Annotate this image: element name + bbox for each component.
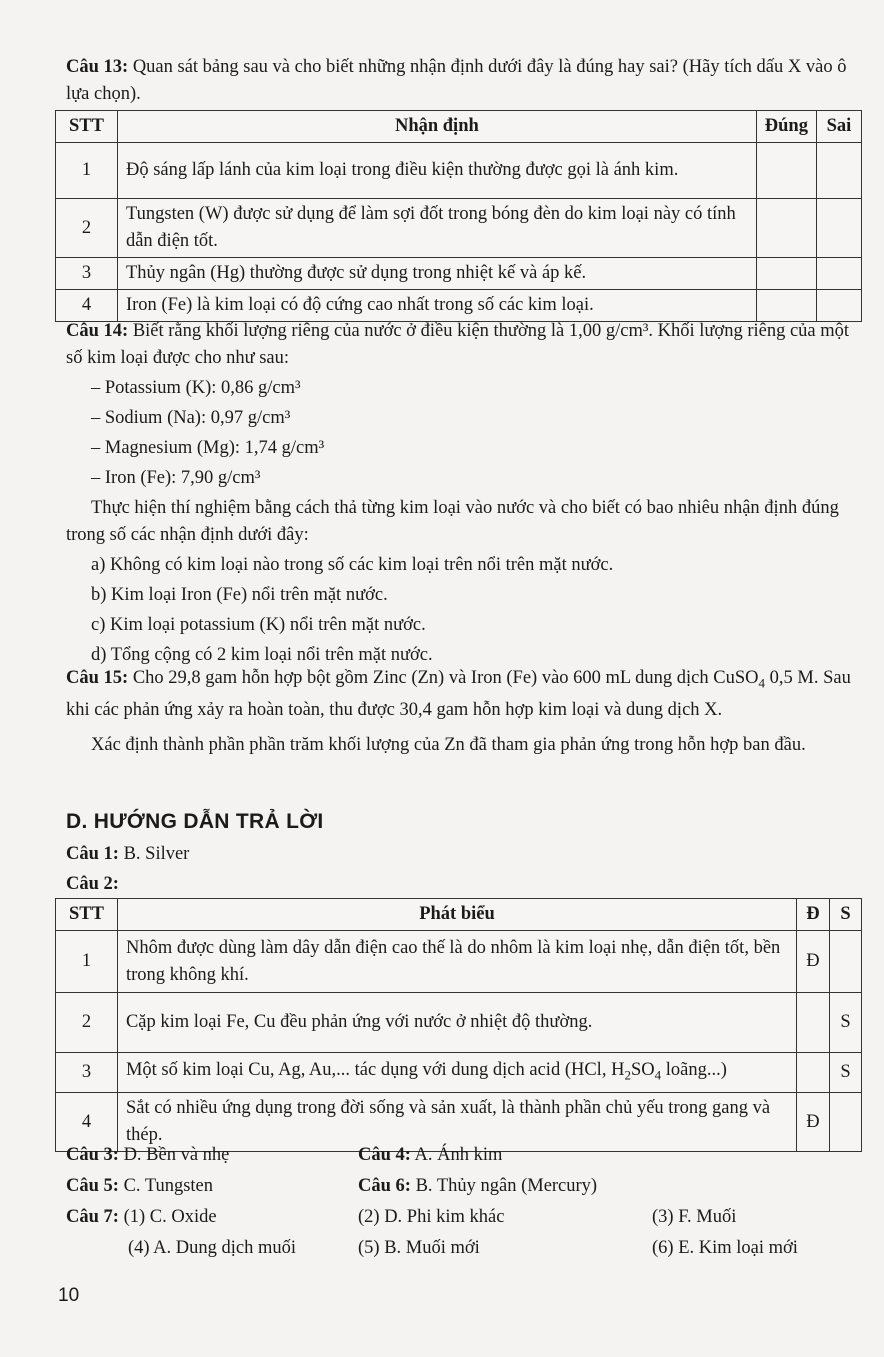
row-text: Tungsten (W) được sử dụng để làm sợi đốt trong bóng đèn do kim loại này có tính dẫn điện tốt.: [117, 199, 756, 258]
table-row: [56, 290, 862, 322]
answer-6-text: B. Thủy ngân (Mercury): [410, 1176, 598, 1196]
question-14-text: Biết rằng khối lượng riêng của nước ở điều kiện thường là 1,00 g/cm³. Khối lượng riêng của một số kim loại được cho như sau:: [66, 321, 850, 368]
answer-7-item-5: (5) B. Muối mới: [358, 1238, 480, 1258]
col-true: Đúng: [756, 111, 816, 143]
row-text-b: SO: [630, 1059, 655, 1080]
checkbox-true[interactable]: [756, 258, 816, 290]
checkbox-false[interactable]: [816, 258, 861, 290]
row-text: Độ sáng lấp lánh của kim loại trong điều kiện thường được gọi là ánh kim.: [117, 143, 756, 199]
col-false: Sai: [816, 111, 861, 143]
answer-7-label: Câu 7:: [66, 1207, 119, 1227]
answer-1: [66, 841, 189, 868]
question-15: [66, 665, 852, 759]
answer-5-label: Câu 5:: [66, 1176, 119, 1196]
answer-7-item-6: (6) E. Kim loại mới: [652, 1238, 798, 1258]
table-row: [56, 1053, 862, 1093]
option-c: c) Kim loại potassium (K) nổi trên mặt nước.: [91, 615, 426, 635]
row-s: [829, 931, 861, 993]
col-stt: STT: [56, 899, 118, 931]
row-text: Iron (Fe) là kim loại có độ cứng cao nhất trong số các kim loại.: [117, 290, 756, 322]
table-row: [56, 993, 862, 1053]
question-13: [66, 54, 852, 108]
question-15-task: Xác định thành phần phần trăm khối lượng của Zn đã tham gia phản ứng trong hỗn hợp ban đầu.: [91, 734, 806, 755]
question-15-text-1: Cho 29,8 gam hỗn hợp bột gồm Zinc (Zn) và Iron (Fe) vào 600 mL dung dịch: [128, 668, 714, 688]
col-statement: Nhận định: [117, 111, 756, 143]
row-text-a: Một số kim loại Cu, Ag, Au,... tác dụng với dung dịch acid (HCl, H: [125, 1059, 625, 1080]
answer-1-text: B. Silver: [118, 844, 190, 864]
table-q13: [55, 110, 862, 322]
checkbox-false[interactable]: [816, 199, 861, 258]
answer-2-label-text: Câu 2:: [66, 874, 119, 894]
table-answer-2: [55, 898, 862, 1152]
section-d-heading: D. HƯỚNG DẪN TRẢ LỜI: [66, 810, 324, 833]
col-s: S: [829, 899, 861, 931]
table-row: [56, 931, 862, 993]
option-d: d) Tổng cộng có 2 kim loại nổi trên mặt nước.: [91, 645, 433, 665]
row-sub-2: 4: [654, 1067, 662, 1083]
row-stt: 2: [56, 199, 118, 258]
answer-5-text: C. Tungsten: [118, 1176, 214, 1196]
row-stt: 3: [56, 258, 118, 290]
answer-7: [66, 1204, 217, 1231]
question-15-text-3: 0,5 M. Sau khi các phản ứng xảy ra hoàn toàn, thu được 30,4 gam hỗn hợp kim loại và dung dịch X.: [66, 668, 851, 720]
answer-1-label: Câu 1:: [66, 844, 119, 864]
question-13-text: Quan sát bảng sau và cho biết những nhận định dưới đây là đúng hay sai? (Hãy tích dấu X vào ô lựa chọn).: [66, 57, 847, 104]
col-stt: STT: [56, 111, 118, 143]
row-text: Nhôm được dùng làm dây dẫn điện cao thế là do nhôm là kim loại nhẹ, dẫn điện tốt, bền trong không khí.: [117, 931, 796, 993]
row-d: Đ: [796, 1093, 829, 1152]
answer-4-text: A. Ánh kim: [410, 1145, 503, 1165]
checkbox-false[interactable]: [816, 143, 861, 199]
row-stt: 2: [56, 993, 118, 1053]
question-14-label: Câu 14:: [66, 321, 129, 341]
row-text: Thủy ngân (Hg) thường được sử dụng trong nhiệt kế và áp kế.: [117, 258, 756, 290]
table-row: [56, 199, 862, 258]
row-stt: 3: [56, 1053, 118, 1093]
row-text: Cặp kim loại Fe, Cu đều phản ứng với nước ở nhiệt độ thường.: [117, 993, 796, 1053]
density-item: – Potassium (K): 0,86 g/cm³: [91, 378, 301, 398]
answer-3: [66, 1142, 229, 1169]
question-14: [66, 318, 852, 669]
density-item: – Magnesium (Mg): 1,74 g/cm³: [91, 438, 325, 458]
row-stt: 1: [56, 931, 118, 993]
checkbox-true[interactable]: [756, 199, 816, 258]
answer-7-item-2: (2) D. Phi kim khác: [358, 1207, 505, 1227]
row-text-c: loãng...): [661, 1059, 727, 1080]
question-15-formula: CuSO: [713, 668, 759, 688]
row-stt: 4: [56, 290, 118, 322]
row-s: S: [829, 993, 861, 1053]
answer-6-label: Câu 6:: [358, 1176, 411, 1196]
answer-7-item-1: (1) C. Oxide: [118, 1207, 217, 1227]
checkbox-true[interactable]: [756, 290, 816, 322]
density-item: – Iron (Fe): 7,90 g/cm³: [91, 468, 261, 488]
checkbox-true[interactable]: [756, 143, 816, 199]
question-15-label: Câu 15:: [66, 668, 129, 688]
row-stt: 1: [56, 143, 118, 199]
answer-3-text: D. Bền và nhẹ: [118, 1145, 230, 1165]
table-row: [56, 258, 862, 290]
row-d: Đ: [796, 931, 829, 993]
row-text: Sắt có nhiều ứng dụng trong đời sống và sản xuất, là thành phần chủ yếu trong gang và thép.: [117, 1093, 796, 1152]
col-d: Đ: [796, 899, 829, 931]
answer-4: [358, 1142, 502, 1169]
checkbox-false[interactable]: [816, 290, 861, 322]
question-14-intro: Thực hiện thí nghiệm bằng cách thả từng kim loại vào nước và cho biết có bao nhiêu nhận định đúng trong số các nhận định dưới đây:: [66, 498, 839, 545]
density-item: – Sodium (Na): 0,97 g/cm³: [91, 408, 291, 428]
row-sub-1: 2: [624, 1067, 631, 1083]
table-header: [56, 899, 862, 931]
row-stt: 4: [56, 1093, 118, 1152]
page-number: 10: [58, 1285, 80, 1306]
answer-6: [358, 1173, 597, 1200]
question-13-label: Câu 13:: [66, 57, 129, 77]
row-d: [796, 993, 829, 1053]
answer-3-label: Câu 3:: [66, 1145, 119, 1165]
option-a: a) Không có kim loại nào trong số các kim loại trên nổi trên mặt nước.: [91, 555, 614, 575]
row-d: [796, 1053, 829, 1093]
table-row: [56, 143, 862, 199]
answer-7-item-3: (3) F. Muối: [652, 1207, 737, 1227]
row-s: S: [829, 1053, 861, 1093]
col-statement: Phát biểu: [117, 899, 796, 931]
table-header: [56, 111, 862, 143]
question-15-formula-sub: 4: [758, 675, 766, 691]
row-text: [117, 1053, 796, 1093]
answer-5: [66, 1173, 213, 1200]
answer-7-item-4: (4) A. Dung dịch muối: [128, 1238, 297, 1258]
answer-2-label: [66, 871, 119, 898]
option-b: b) Kim loại Iron (Fe) nổi trên mặt nước.: [91, 585, 388, 605]
answer-4-label: Câu 4:: [358, 1145, 411, 1165]
row-s: [829, 1093, 861, 1152]
